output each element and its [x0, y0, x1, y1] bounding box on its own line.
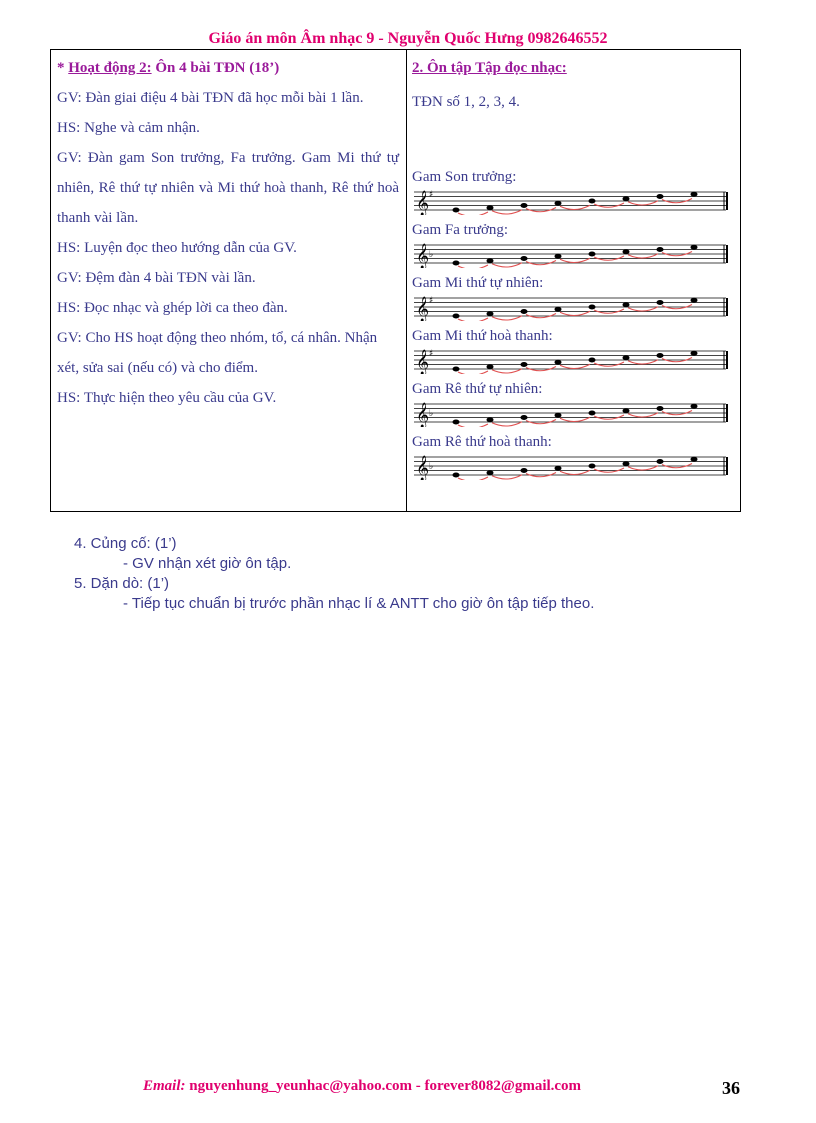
- activity-title: * Hoạt động 2: Ôn 4 bài TĐN (18’): [57, 60, 280, 76]
- scale-staff: [414, 401, 728, 427]
- activity-line: HS: Đọc nhạc và ghép lời ca theo đàn.: [57, 300, 288, 316]
- svg-text:𝄞: 𝄞: [416, 244, 430, 268]
- scale-staff: [414, 242, 728, 268]
- svg-text:♭: ♭: [429, 462, 434, 472]
- activity-line: GV: Đàn giai điệu 4 bài TĐN đã học mỗi bài 1 lần.: [57, 90, 364, 106]
- scale-label: Gam Fa trưởng:: [412, 222, 509, 238]
- page-number: 36: [722, 1078, 740, 1098]
- scale-staff: [414, 454, 728, 480]
- svg-text:𝄞: 𝄞: [416, 297, 430, 321]
- svg-text:♯: ♯: [429, 349, 434, 359]
- activity-line: GV: Đàn gam Son trưởng, Fa trưởng. Gam Mi thứ tự nhiên, Rê thứ tự nhiên và Mi thứ hoà thanh, Rê thứ hoà thanh vài lần.: [57, 150, 399, 226]
- scale-staff: [414, 189, 728, 215]
- svg-text:𝄞: 𝄞: [416, 403, 430, 427]
- scale-label: Gam Mi thứ tự nhiên:: [412, 275, 544, 291]
- svg-text:♭: ♭: [429, 250, 434, 260]
- content-subtitle: TĐN số 1, 2, 3, 4.: [412, 94, 520, 110]
- footer-email: Email: nguyenhung_yeunhac@yahoo.com - forever8082@gmail.com: [143, 1078, 582, 1094]
- svg-text:♭: ♭: [429, 409, 434, 419]
- content-column: [412, 53, 732, 480]
- scale-label: Gam Mi thứ hoà thanh:: [412, 328, 553, 344]
- activity-line: GV: Đệm đàn 4 bài TĐN vài lần.: [57, 270, 256, 286]
- activity-line: HS: Nghe và cảm nhận.: [57, 120, 200, 136]
- scale-label: Gam Son trưởng:: [412, 169, 517, 185]
- scale-label: Gam Rê thứ hoà thanh:: [412, 434, 552, 450]
- item-5: 5. Dặn dò: (1’): [74, 575, 170, 592]
- lesson-table: [50, 49, 741, 512]
- activity-line: HS: Thực hiện theo yêu cầu của GV.: [57, 390, 277, 406]
- scale-staff: [414, 295, 728, 321]
- activity-line: HS: Luyện đọc theo hướng dẫn của GV.: [57, 240, 297, 256]
- item-5-detail: - Tiếp tục chuẩn bị trước phần nhạc lí & ANTT cho giờ ôn tập tiếp theo.: [123, 595, 595, 612]
- svg-text:𝄞: 𝄞: [416, 191, 430, 215]
- page-header: Giáo án môn Âm nhạc 9 - Nguyễn Quốc Hưng 0982646552: [208, 30, 608, 47]
- svg-text:♯: ♯: [429, 190, 434, 200]
- activity-column: [57, 53, 399, 413]
- scale-label: Gam Rê thứ tự nhiên:: [412, 381, 543, 397]
- content-title: 2. Ôn tập Tập đọc nhạc:: [412, 60, 567, 76]
- item-4-detail: - GV nhận xét giờ ôn tập.: [123, 555, 292, 572]
- svg-text:𝄞: 𝄞: [416, 350, 430, 374]
- column-divider: [406, 50, 407, 511]
- activity-line: GV: Cho HS hoạt động theo nhóm, tổ, cá nhân. Nhận xét, sửa sai (nếu có) và cho điểm.: [57, 330, 378, 376]
- item-4: 4. Củng cố: (1’): [74, 535, 177, 552]
- svg-text:♯: ♯: [429, 296, 434, 306]
- svg-text:𝄞: 𝄞: [416, 456, 430, 480]
- scale-staff: [414, 348, 728, 374]
